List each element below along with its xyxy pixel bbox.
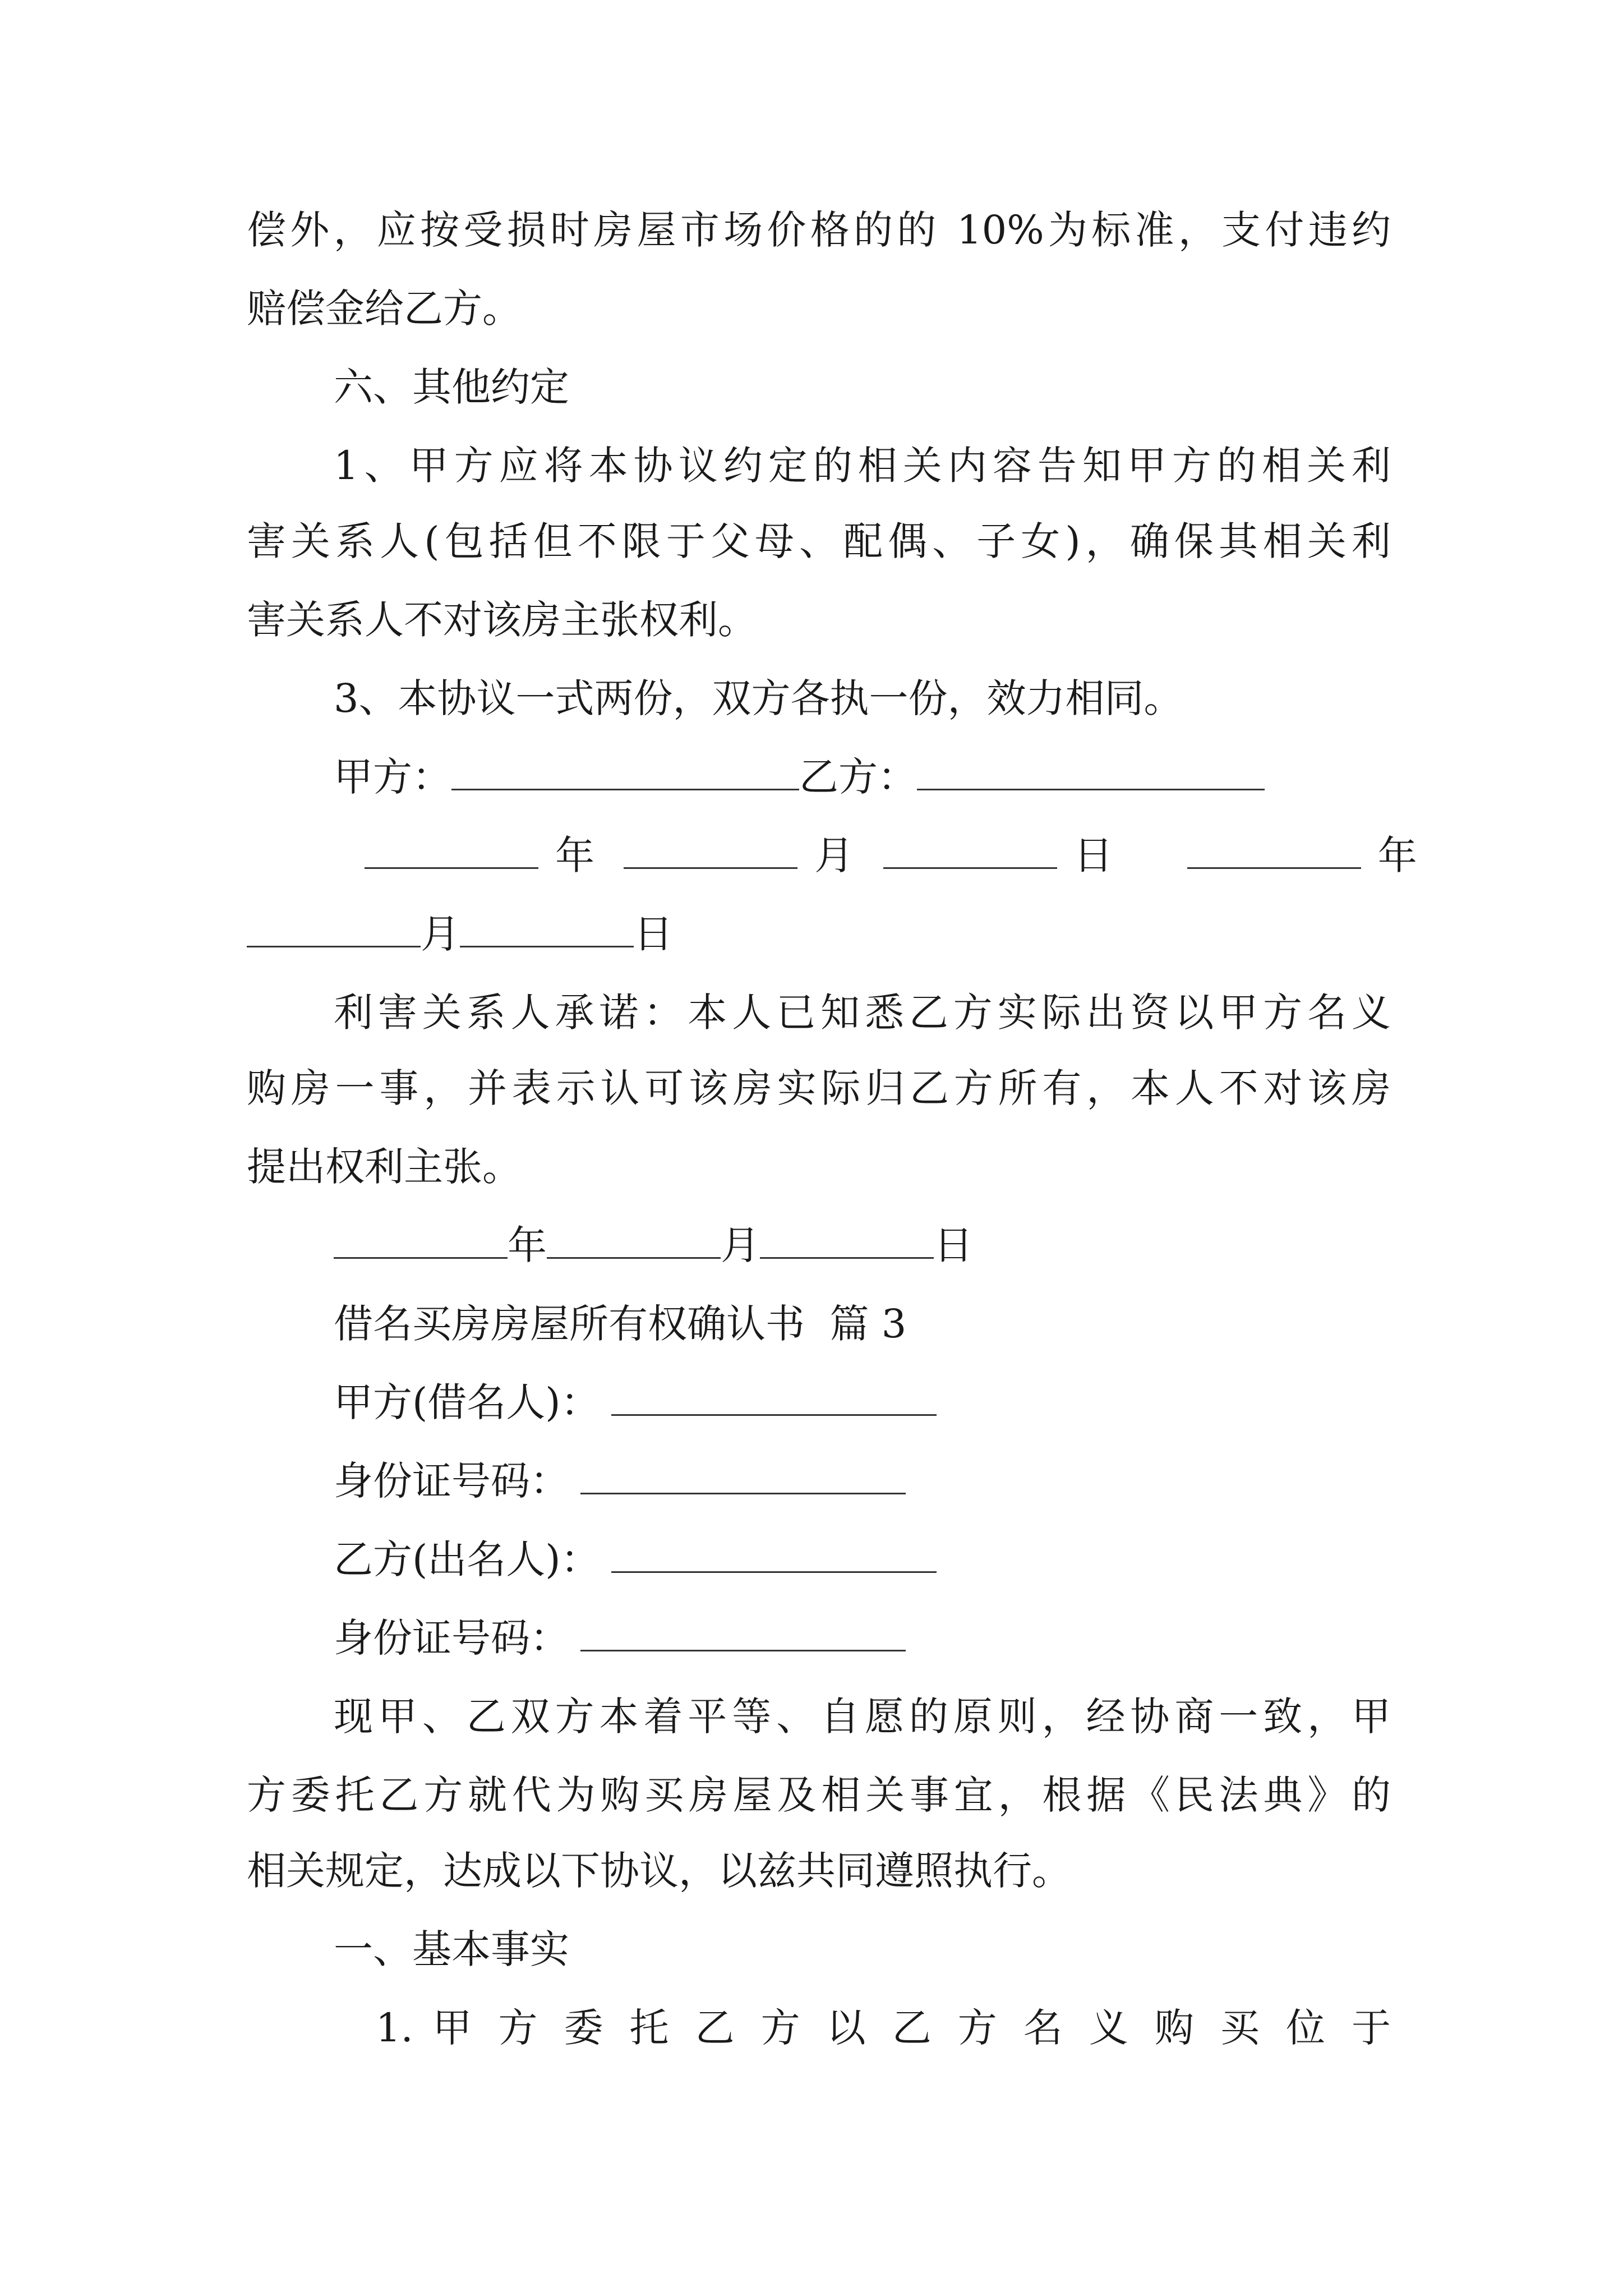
paragraph-line: 1、甲方应将本协议约定的相关内容告知甲方的相关利 [334,443,1391,489]
day-blank [760,1222,934,1259]
id-number-label: 身份证号码： [334,1615,569,1661]
day-label: 日 [1073,832,1113,878]
date-row [247,1217,1391,1273]
year-blank [1187,832,1361,869]
date-row [247,827,1417,884]
paragraph-line: 1. 甲 方 委 托 乙 方 以 乙 方 名 义 购 买 位 于 [376,2005,1391,2051]
paragraph-line: 害关系人(包括但不限于父母、配偶、子女)，确保其相关利 [247,518,1391,564]
month-label: 月 [814,832,854,878]
document-title: 借名买房房屋所有权确认书 篇 3 [334,1301,907,1347]
year-label: 年 [508,1222,547,1268]
date-row [247,906,1391,962]
section-heading: 六、其他约定 [334,364,569,410]
party-b-nominee-blank [611,1536,937,1573]
id-number-label: 身份证号码： [334,1458,569,1504]
field-row [247,1610,1391,1666]
party-b-label: 乙方： [799,754,917,800]
month-label: 月 [421,911,460,957]
month-blank [547,1222,721,1259]
paragraph-line: 提出权利主张。 [247,1144,522,1190]
field-row [247,1374,1391,1430]
day-blank [460,911,634,947]
paragraph-line: 赔偿金给乙方。 [247,286,522,332]
paragraph-line: 购房一事，并表示认可该房实际归乙方所有，本人不对该房 [247,1065,1391,1111]
paragraph-line: 相关规定，达成以下协议，以兹共同遵照执行。 [247,1848,1071,1894]
year-label: 年 [1377,832,1417,878]
paragraph-line: 现甲、乙双方本着平等、自愿的原则，经协商一致，甲 [334,1694,1391,1740]
month-label: 月 [721,1222,760,1268]
day-label: 日 [934,1222,973,1268]
year-label: 年 [555,832,594,878]
day-blank [883,832,1057,869]
year-blank [365,832,538,869]
party-b-nominee-label: 乙方(出名人)： [334,1536,600,1582]
party-a-signature-blank [451,754,799,790]
month-blank [247,911,421,947]
paragraph-line: 害关系人不对该房主张权利。 [247,597,757,643]
year-blank [334,1222,508,1259]
day-label: 日 [634,911,673,957]
id-number-blank [580,1458,906,1494]
party-a-borrower-blank [611,1379,937,1416]
field-row [247,1453,1391,1509]
id-number-blank [580,1615,906,1651]
section-heading: 一、基本事实 [334,1926,569,1972]
paragraph-line: 3、本协议一式两份，双方各执一份，效力相同。 [334,675,1183,721]
signature-row [247,749,1391,805]
party-b-signature-blank [917,754,1265,790]
field-row [247,1531,1391,1588]
party-a-borrower-label: 甲方(借名人)： [334,1379,600,1425]
paragraph-line: 偿外，应按受损时房屋市场价格的的 10%为标准，支付违约 [247,207,1391,253]
party-a-label: 甲方： [334,754,451,800]
paragraph-line: 方委托乙方就代为购买房屋及相关事宜，根据《民法典》的 [247,1772,1391,1818]
paragraph-line: 利害关系人承诺：本人已知悉乙方实际出资以甲方名义 [334,990,1391,1036]
month-blank [624,832,797,869]
